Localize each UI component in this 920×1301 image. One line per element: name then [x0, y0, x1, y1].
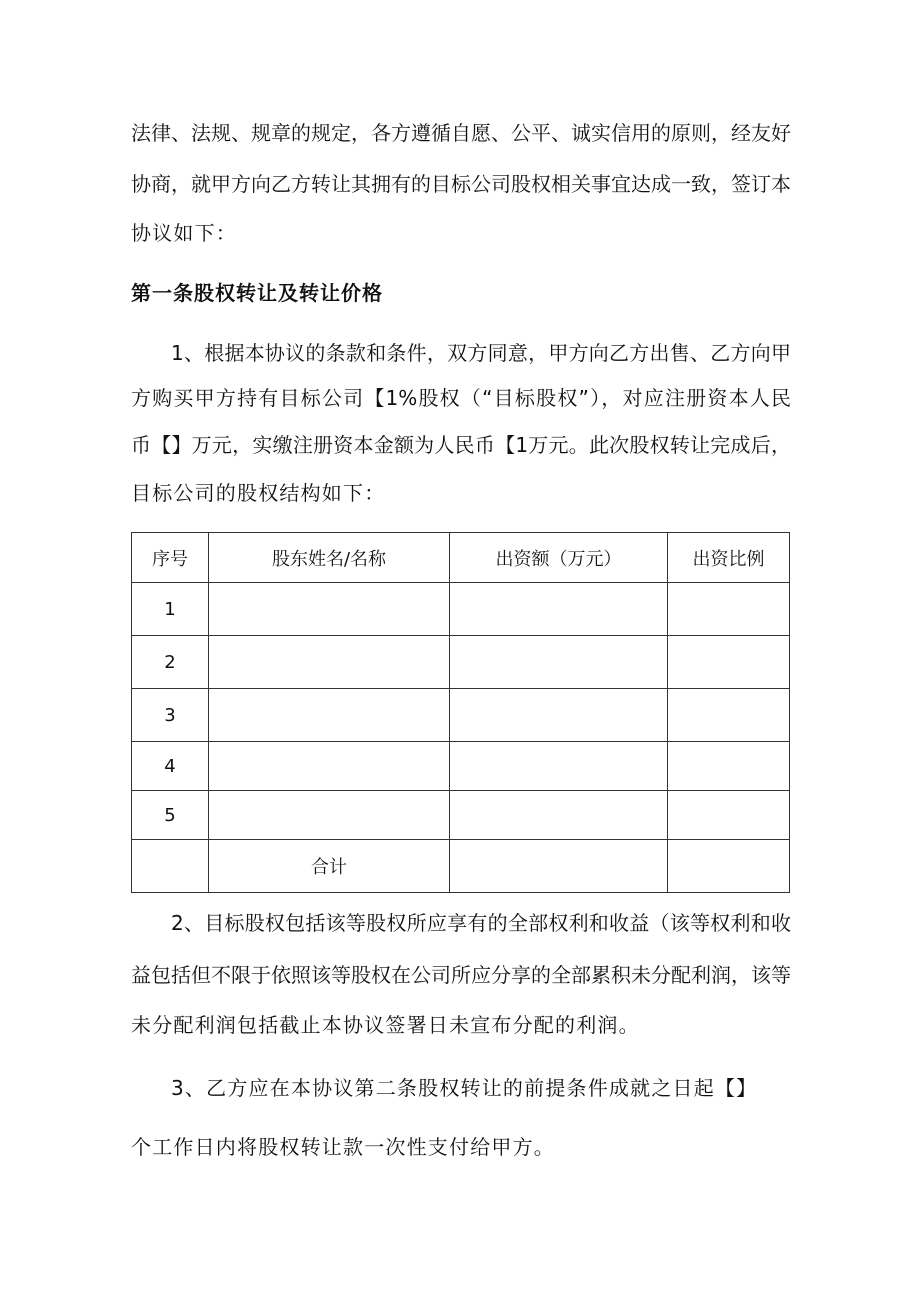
- intro-line-3: 协议如下：: [131, 221, 237, 245]
- clause2-line-2: 益包括但不限于依照该等股权在公司所应分享的全部累积未分配利润，该等: [131, 963, 791, 987]
- row-name-cell: [209, 636, 450, 689]
- clause1-line-2: 方购买甲方持有目标公司【1%股权（“目标股权”），对应注册资本人民: [131, 386, 791, 410]
- clause3-line-1: 3、乙方应在本协议第二条股权转让的前提条件成就之日起【】: [171, 1076, 758, 1100]
- table-row: [132, 636, 790, 689]
- row-ratio-cell: [668, 791, 790, 840]
- table-row: [132, 689, 790, 742]
- intro-line-2: 协商，就甲方向乙方转让其拥有的目标公司股权相关事宜达成一致，签订本: [131, 172, 791, 196]
- row-amount-cell: [450, 742, 668, 791]
- row-index: 3: [132, 689, 209, 742]
- row-name-cell: [209, 742, 450, 791]
- header-contribution-amount: 出资额（万元）: [450, 533, 668, 583]
- row-name-cell: [209, 583, 450, 636]
- row-index: 2: [132, 636, 209, 689]
- table-row: [132, 791, 790, 840]
- table-row: [132, 583, 790, 636]
- total-ratio-cell: [668, 840, 790, 893]
- row-ratio-cell: [668, 742, 790, 791]
- intro-line-1: 法律、法规、规章的规定，各方遵循自愿、公平、诚实信用的原则，经友好: [131, 121, 791, 145]
- row-ratio-cell: [668, 689, 790, 742]
- header-contribution-ratio: 出资比例: [668, 533, 790, 583]
- clause3-line-2: 个工作日内将股权转让款一次性支付给甲方。: [131, 1135, 555, 1159]
- clause1-line-1: 1、根据本协议的条款和条件，双方同意，甲方向乙方出售、乙方向甲: [171, 341, 791, 365]
- total-index-cell: [132, 840, 209, 893]
- row-index: 5: [132, 791, 209, 840]
- article-heading: 第一条股权转让及转让价格: [131, 281, 383, 305]
- row-amount-cell: [450, 636, 668, 689]
- clause1-line-4: 目标公司的股权结构如下：: [131, 481, 386, 505]
- clause1-line-3: 币【】万元，实缴注册资本金额为人民币【1万元。此次股权转让完成后，: [131, 433, 791, 457]
- total-amount-cell: [450, 840, 668, 893]
- total-label: 合计: [209, 840, 450, 893]
- table-total-row: [132, 840, 790, 893]
- shareholder-table: [131, 532, 790, 893]
- row-name-cell: [209, 689, 450, 742]
- row-amount-cell: [450, 583, 668, 636]
- row-ratio-cell: [668, 583, 790, 636]
- row-ratio-cell: [668, 636, 790, 689]
- row-index: 1: [132, 583, 209, 636]
- clause2-line-3: 未分配利润包括截止本协议签署日未宣布分配的利润。: [131, 1013, 640, 1037]
- row-amount-cell: [450, 689, 668, 742]
- row-index: 4: [132, 742, 209, 791]
- row-name-cell: [209, 791, 450, 840]
- header-index: 序号: [132, 533, 209, 583]
- table-row: [132, 742, 790, 791]
- row-amount-cell: [450, 791, 668, 840]
- header-shareholder-name: 股东姓名/名称: [209, 533, 450, 583]
- table-header-row: [132, 533, 790, 583]
- clause2-line-1: 2、目标股权包括该等股权所应享有的全部权利和收益（该等权利和收: [171, 911, 791, 935]
